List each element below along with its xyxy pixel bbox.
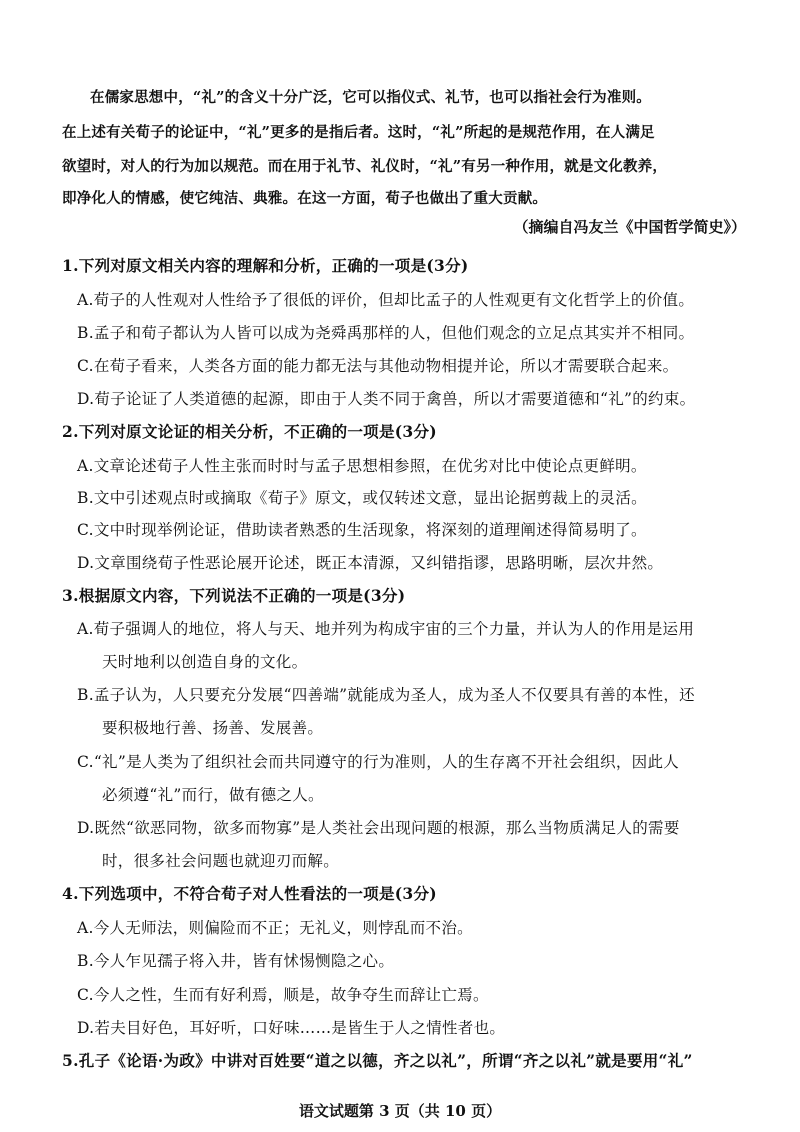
question-1-option-a: A.荀子的人性观对人性给予了很低的评价，但却比孟子的人性观更有文化哲学上的价值。 [77,291,695,309]
passage-line-4: 即净化人的情感，使它纯洁、典雅。在这一方面，荀子也做出了重大贡献。 [62,190,548,207]
question-1-option-d: D.荀子论证了人类道德的起源，即由于人类不同于禽兽，所以才需要道德和“礼”的约束。 [77,390,696,408]
passage-source: （摘编自冯友兰《中国哲学简史》） [513,218,746,236]
question-2-option-c: C.文中时现举例论证，借助读者熟悉的生活现象，将深刻的道理阐述得简易明了。 [77,521,647,539]
question-3-option-c: C.“礼”是人类为了组织社会而共同遵守的行为准则，人的生存离不开社会组织，因此人 [77,753,680,771]
question-3-option-d-cont: 时，很多社会问题也就迎刃而解。 [102,852,340,870]
passage-line-2: 在上述有关荀子的论证中，“礼”更多的是指后者。这时，“礼”所起的是规范作用，在人满足 [62,124,655,141]
question-1-option-b: B.孟子和荀子都认为人皆可以成为尧舜禹那样的人，但他们观念的立足点其实并不相同。 [77,324,695,342]
question-2-option-d: D.文章围绕荀子性恶论展开论述，既正本清源，又纠错指谬，思路明晰，层次井然。 [77,554,664,572]
question-2-stem: 2.下列对原文论证的相关分析，不正确的一项是(3分) [62,422,437,441]
page-footer: 语文试题第 3 页（共 10 页） [298,1102,502,1120]
question-2-option-a: A.文章论述荀子人性主张而时时与孟子思想相参照，在优劣对比中使论点更鲜明。 [77,457,647,475]
question-3-option-c-cont: 必须遵“礼”而行，做有德之人。 [102,786,324,804]
question-4-stem: 4.下列选项中，不符合荀子对人性看法的一项是(3分) [62,884,437,903]
question-4-option-d: D.若夫目好色，耳好听，口好味……是皆生于人之情性者也。 [77,1019,506,1037]
question-4-option-c: C.今人之性，生而有好利焉，顺是，故争夺生而辞让亡焉。 [77,986,489,1004]
question-4-option-b: B.今人乍见孺子将入井，皆有怵惕恻隐之心。 [77,952,395,970]
question-3-stem: 3.根据原文内容，下列说法不正确的一项是(3分) [62,586,406,605]
passage-line-1: 在儒家思想中，“礼”的含义十分广泛，它可以指仪式、礼节，也可以指社会行为准则。 [90,89,651,106]
question-4-option-a: A.今人无师法，则偏险而不正；无礼义，则悖乱而不治。 [77,919,473,937]
question-3-option-a: A.荀子强调人的地位，将人与天、地并列为构成宇宙的三个力量，并认为人的作用是运用 [77,620,695,638]
question-3-option-b: B.孟子认为，人只要充分发展“四善端”就能成为圣人，成为圣人不仅要具有善的本性，还 [77,686,695,704]
question-3-option-d: D.既然“欲恶同物，欲多而物寡”是人类社会出现问题的根源，那么当物质满足人的需要 [77,819,680,837]
question-1-option-c: C.在荀子看来，人类各方面的能力都无法与其他动物相提并论，所以才需要联合起来。 [77,357,679,375]
passage-line-3: 欲望时，对人的行为加以规范。而在用于礼节、礼仪时，“礼”有另一种作用，就是文化教养， [62,158,668,175]
question-3-option-b-cont: 要积极地行善、扬善、发展善。 [102,719,324,737]
question-1-stem: 1.下列对原文相关内容的理解和分析，正确的一项是(3分) [62,256,469,275]
question-3-option-a-cont: 天时地利以创造自身的文化。 [102,653,308,671]
question-5-stem: 5.孔子《论语·为政》中讲对百姓要“道之以德，齐之以礼”，所谓“齐之以礼”就是要用“礼” [62,1051,693,1070]
question-2-option-b: B.文中引述观点时或摘取《荀子》原文，或仅转述文意，显出论据剪裁上的灵活。 [77,489,647,507]
